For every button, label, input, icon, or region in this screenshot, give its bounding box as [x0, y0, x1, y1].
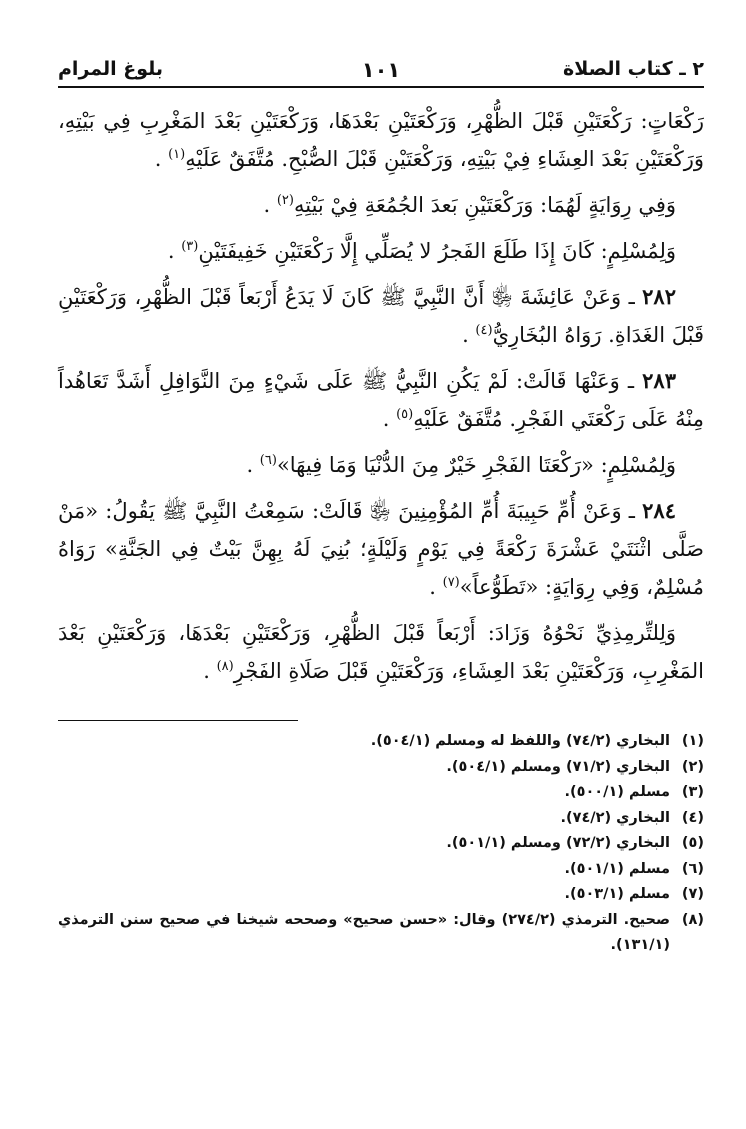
- footnote-number: (٦): [681, 860, 704, 877]
- sentence-end: .: [429, 575, 443, 599]
- paragraph-text: رَكْعَاتٍ: رَكْعَتَيْنِ قَبْلَ الظُّهْرِ، وَرَكْعَتَيْنِ بَعْدَهَا، وَرَكْعَتَيْنِ بَعْدَ المَغْرِبِ فِي بَيْتِهِ، وَرَكْعَتَيْنِ بَعْدَ العِشَاءِ فِيْ بَيْتِهِ، وَرَكْعَتَيْنِ قَبْلَ الصُّبْحِ. مُتَّفَقٌ عَلَيْهِ: [58, 109, 704, 171]
- footnote-separator: [58, 720, 298, 721]
- paragraph-text: وَلِمُسْلِمٍ: «رَكْعَتَا الفَجْرِ خَيْرٌ مِنَ الدُّنْيَا وَمَا فِيهَا»: [276, 453, 676, 477]
- footnote-item: [58, 806, 704, 832]
- hadith-paragraph: [58, 102, 704, 178]
- footnote-reference[interactable]: (٧): [442, 575, 460, 590]
- footnote-number: (٢): [681, 758, 704, 775]
- footnote-item: [58, 831, 704, 857]
- footnote-number: (٣): [681, 784, 704, 800]
- header-divider: [58, 86, 704, 88]
- sentence-end: .: [203, 659, 217, 683]
- hadith-number: ٢٨٢: [642, 284, 676, 309]
- footnotes: [58, 729, 704, 959]
- footnote-number: (٧): [681, 886, 704, 902]
- footnote-reference[interactable]: (٤): [475, 323, 493, 338]
- footnote-reference[interactable]: (١): [168, 147, 186, 162]
- hadith-paragraph: [58, 492, 704, 606]
- sentence-end: .: [246, 453, 260, 477]
- chapter-title: ٢ ـ كتاب الصلاة: [563, 58, 704, 80]
- paragraph-text: وَفِي رِوَايَةٍ لَهُمَا: وَرَكْعَتَيْنِ بَعدَ الجُمُعَةِ فِيْ بَيْتِهِ: [293, 193, 676, 217]
- footnote-text: البخاري (٧٤/٢).: [560, 809, 670, 826]
- sentence-end: .: [382, 407, 397, 431]
- sentence-end: .: [154, 147, 169, 171]
- footnote-text: البخاري (٧٢/٢) ومسلم (٥٠١/١).: [446, 835, 670, 851]
- footnote-number: (٨): [681, 911, 704, 928]
- paragraph-text: ـ وَعَنْ عَائِشَةَ ﵂ أَنَّ النَّبِيَّ ﷺ كَانَ لَا يَدَعُ أَرْبَعاً قَبْلَ الظُّهْرِ، وَرَكْعَتَيْنِ قَبْلَ الغَدَاةِ. رَوَاهُ البُخَارِيُّ: [58, 285, 704, 347]
- footnote-reference[interactable]: (٥): [396, 407, 414, 422]
- footnote-item: [58, 882, 704, 908]
- hadith-number: ٢٨٤: [642, 498, 676, 523]
- paragraph-text: وَلِلتِّرمِذِيِّ نَحْوُهُ وَزَادَ: أَرْبَعاً قَبْلَ الظُّهْرِ، وَرَكْعَتَيْنِ بَعْدَهَا، وَرَكْعَتَيْنِ بَعْدَ المَغْرِبِ، وَرَكْعَتَيْنِ بَعْدَ العِشَاءِ، وَرَكْعَتَيْنِ قَبْلَ صَلَاةِ الفَجْرِ: [58, 621, 704, 683]
- footnote-item: [58, 729, 704, 755]
- hadith-paragraph: [58, 186, 704, 224]
- footnote-text: البخاري (٧١/٢) ومسلم (٥٠٤/١).: [446, 758, 670, 775]
- paragraph-text: ـ وَعَنْهَا قَالَتْ: لَمْ يَكُنِ النَّبِيُّ ﷺ عَلَى شَيْءٍ مِنَ النَّوَافِلِ أَشَدَّ تَعَاهُداً مِنْهُ عَلَى رَكْعَتَي الفَجْرِ. مُتَّفَقٌ عَلَيْهِ: [58, 369, 704, 431]
- footnote-item: [58, 908, 704, 959]
- sentence-end: .: [167, 239, 182, 263]
- hadith-paragraph: [58, 614, 704, 690]
- footnote-item: [58, 755, 704, 781]
- footnote-number: (٤): [681, 809, 704, 826]
- footnote-item: [58, 780, 704, 806]
- book-page: [58, 52, 704, 959]
- sentence-end: .: [462, 323, 476, 347]
- footnote-number: (٥): [681, 835, 704, 851]
- body-text: [58, 102, 704, 690]
- footnote-text: مسلم (٥٠٠/١).: [564, 784, 670, 800]
- footnote-reference[interactable]: (٨): [216, 659, 234, 674]
- book-title: بلوغ المرام: [58, 58, 164, 80]
- footnote-reference[interactable]: (٢): [276, 193, 294, 208]
- footnote-item: [58, 857, 704, 883]
- footnote-text: مسلم (٥٠١/١).: [564, 860, 670, 877]
- footnote-reference[interactable]: (٦): [259, 453, 277, 468]
- hadith-paragraph: [58, 278, 704, 354]
- hadith-paragraph: [58, 232, 704, 270]
- page-number: ١٠١: [361, 58, 401, 82]
- footnote-text: البخاري (٧٤/٢) واللفظ له ومسلم (٥٠٤/١).: [370, 733, 670, 749]
- footnote-text: صحيح. الترمذي (٢٧٤/٢) وقال: «حسن صحيح» وصححه شيخنا في صحيح سنن الترمذي (١٣١/١).: [58, 911, 670, 953]
- paragraph-text: ـ وَعَنْ أُمِّ حَبِيبَةَ أُمِّ المُؤْمِنِينَ ﵂ قَالَتْ: سَمِعْتُ النَّبِيَّ ﷺ يَقُولُ: «مَنْ صَلَّى اثْنَتَيْ عَشْرَةَ رَكْعَةً فِي يَوْمٍ وَلَيْلَةٍ؛ بُنِيَ لَهُ بِهِنَّ بَيْتٌ فِي الجَنَّةِ» رَوَاهُ مُسْلِمٌ، وَفِي رِوَايَةٍ: «تَطَوُّعاً»: [58, 499, 704, 599]
- page-header: [58, 52, 704, 86]
- footnote-reference[interactable]: (٣): [181, 239, 199, 254]
- sentence-end: .: [263, 193, 277, 217]
- footnote-number: (١): [681, 733, 704, 749]
- footnote-text: مسلم (٥٠٣/١).: [564, 886, 670, 902]
- hadith-paragraph: [58, 446, 704, 484]
- paragraph-text: وَلِمُسْلِمٍ: كَانَ إِذَا طَلَعَ الفَجرُ لا يُصَلِّي إِلَّا رَكْعَتَيْنِ خَفِيفَتَيْنِ: [198, 239, 676, 263]
- hadith-number: ٢٨٣: [642, 368, 676, 393]
- hadith-paragraph: [58, 362, 704, 438]
